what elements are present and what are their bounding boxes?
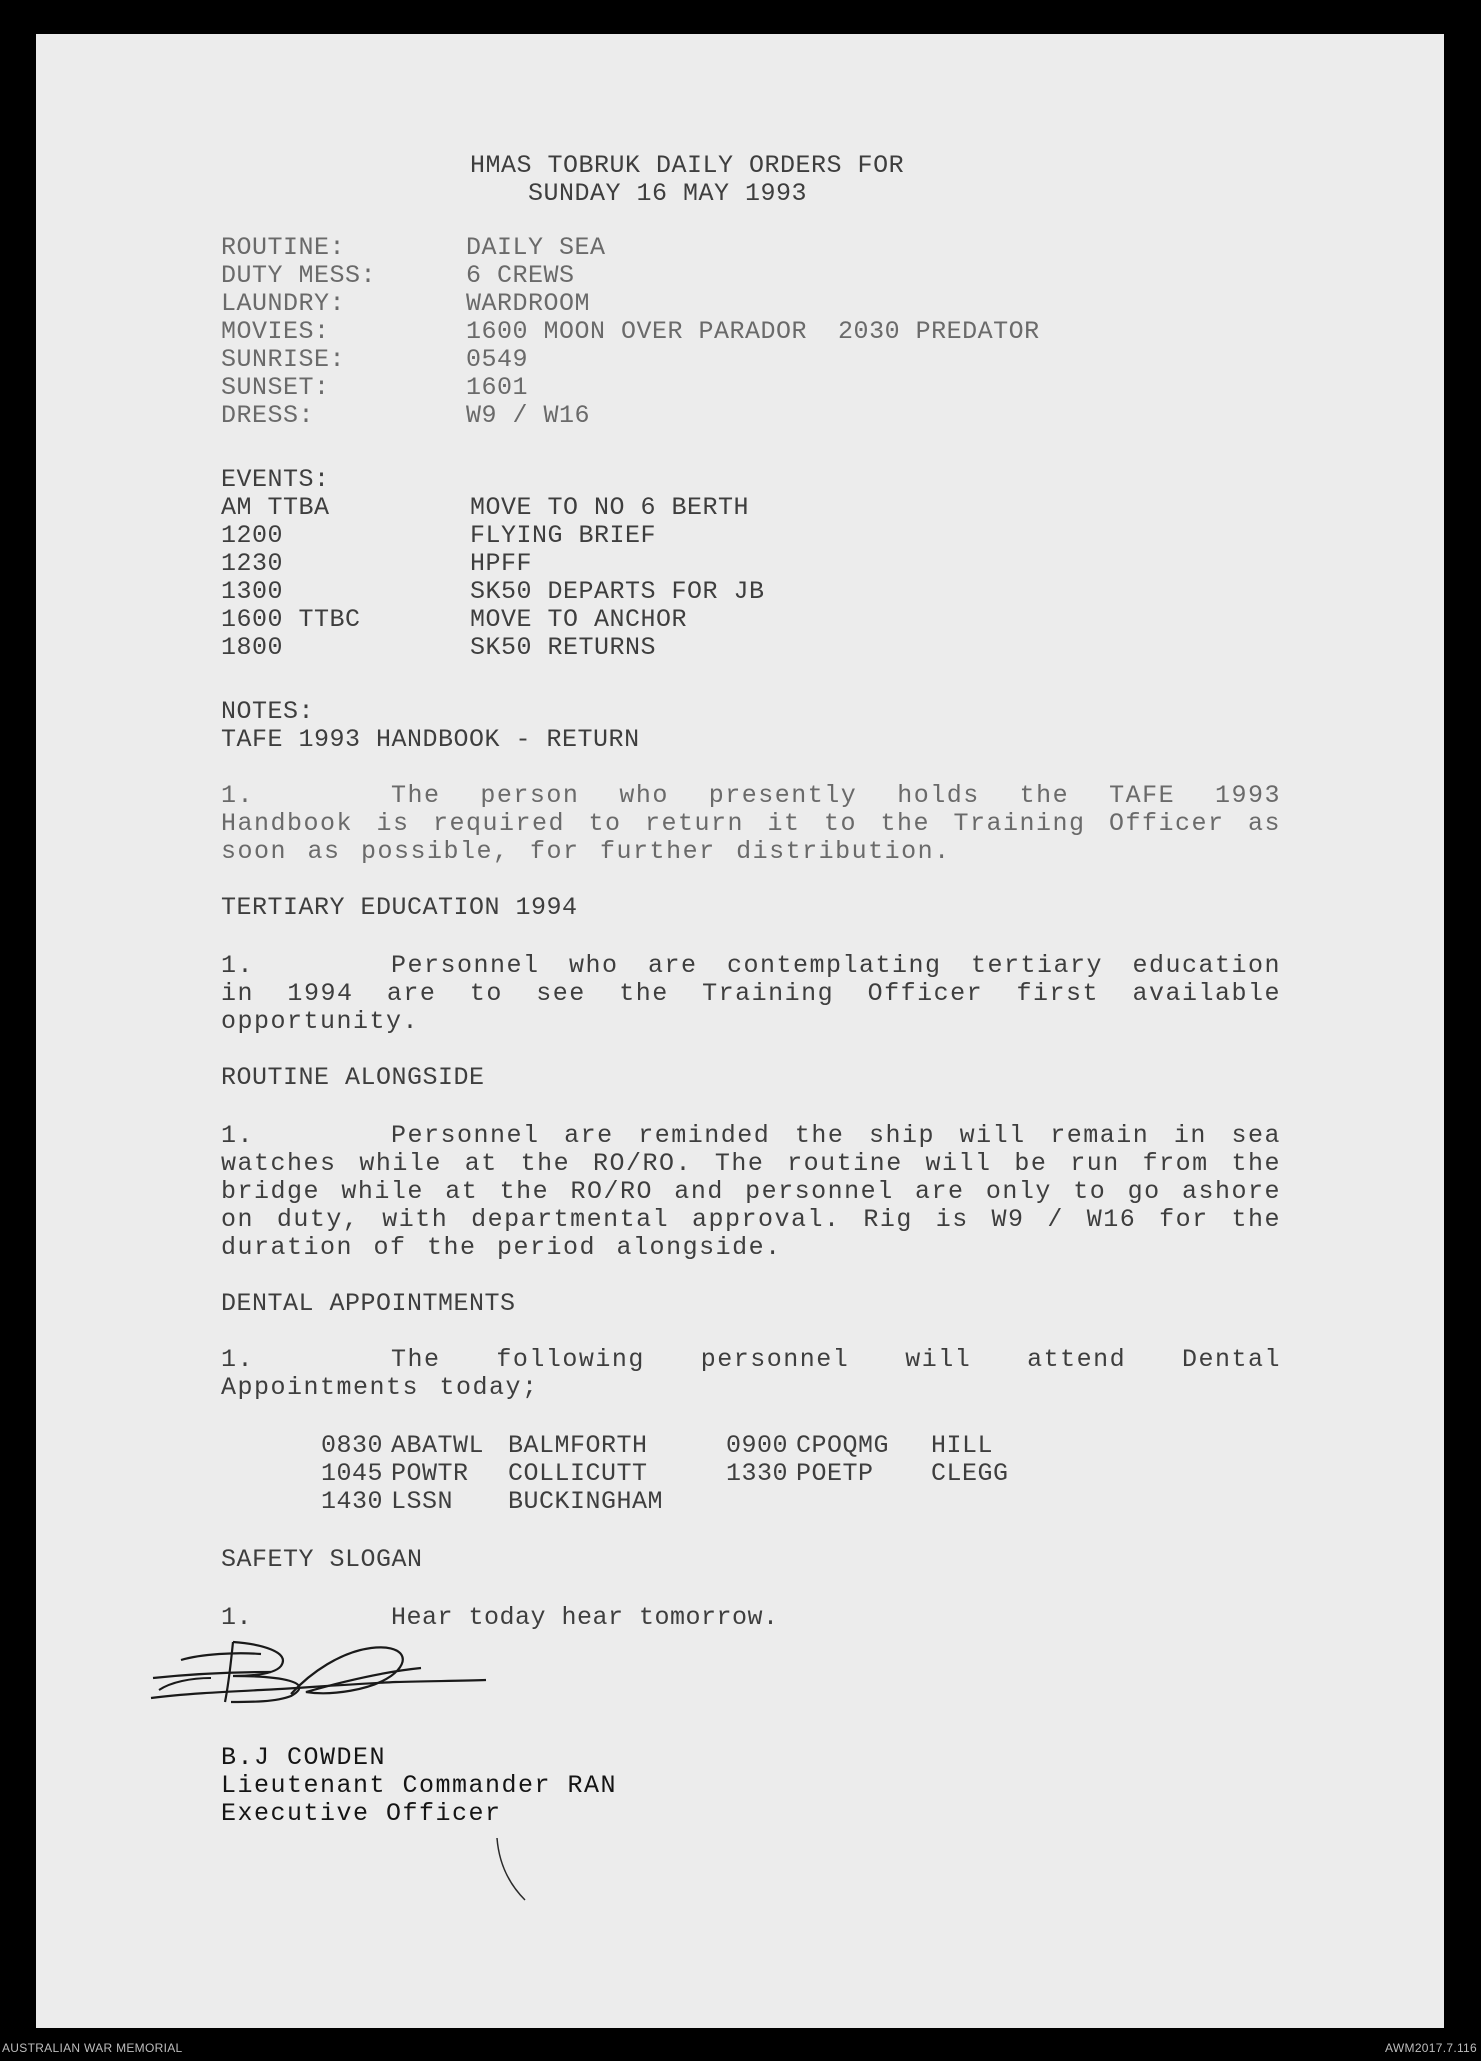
paragraph-text: The person who presently holds the TAFE 1993 Handbook is required to return it to the Training Officer as soon as possible, for further distribution.	[221, 781, 1281, 866]
signatory-rank: Lieutenant Commander RAN	[221, 1771, 618, 1800]
routine-value: DAILY SEA	[466, 233, 606, 262]
appointment-rank: POWTR	[391, 1459, 469, 1488]
appointment-time: 0830	[321, 1431, 384, 1460]
dental-heading: DENTAL APPOINTMENTS	[221, 1289, 516, 1318]
event-time: 1800	[221, 633, 284, 662]
signature-stroke	[181, 1653, 261, 1660]
appointment-name: COLLICUTT	[508, 1459, 648, 1488]
safety-heading: SAFETY SLOGAN	[221, 1545, 423, 1574]
tafe-paragraph	[221, 782, 1281, 866]
handwritten-signature	[141, 1632, 501, 1722]
appointment-rank: ABATWL	[391, 1431, 485, 1460]
signatory-role: Executive Officer	[221, 1799, 502, 1828]
appointment-rank: POETP	[796, 1459, 874, 1488]
signatory-name: B.J COWDEN	[221, 1743, 387, 1772]
appointment-time: 1045	[321, 1459, 384, 1488]
dental-paragraph	[221, 1346, 1281, 1402]
event-time: 1600 TTBC	[221, 605, 361, 634]
appointment-time: 1330	[726, 1459, 789, 1488]
paragraph-text: The following personnel will attend Dental Appointments today;	[221, 1345, 1281, 1402]
sunrise-label: SUNRISE:	[221, 345, 346, 374]
laundry-label: LAUNDRY:	[221, 289, 346, 318]
event-time: 1300	[221, 577, 284, 606]
routine-alongside-heading: ROUTINE ALONGSIDE	[221, 1063, 485, 1092]
event-time: AM TTBA	[221, 493, 330, 522]
paragraph-number: 1.	[221, 781, 255, 810]
duty-mess-label: DUTY MESS:	[221, 261, 377, 290]
appointment-time: 1430	[321, 1487, 384, 1516]
appointment-rank: LSSN	[391, 1487, 454, 1516]
dress-value: W9 / W16	[466, 401, 591, 430]
movies-value: 1600 MOON OVER PARADOR 2030 PREDATOR	[466, 317, 1040, 346]
dress-label: DRESS:	[221, 401, 315, 430]
laundry-value: WARDROOM	[466, 289, 591, 318]
event-description: HPFF	[470, 549, 533, 578]
notes-heading: NOTES:	[221, 697, 315, 726]
paragraph-number: 1.	[221, 1345, 255, 1374]
movies-label: MOVIES:	[221, 317, 330, 346]
pen-mark	[491, 1834, 531, 1904]
appointment-name: CLEGG	[931, 1459, 1009, 1488]
footer-institution: AUSTRALIAN WAR MEMORIAL	[2, 2041, 183, 2055]
tertiary-paragraph	[221, 952, 1281, 1036]
event-description: MOVE TO NO 6 BERTH	[470, 493, 750, 522]
appointment-time: 0900	[726, 1431, 789, 1460]
appointment-name: BUCKINGHAM	[508, 1487, 664, 1516]
appointment-rank: CPOQMG	[796, 1431, 890, 1460]
safety-text: Hear today hear tomorrow.	[391, 1603, 779, 1632]
duty-mess-value: 6 CREWS	[466, 261, 575, 290]
paragraph-text: Personnel who are contemplating tertiary education in 1994 are to see the Training Officer first available opportunity.	[221, 951, 1281, 1036]
paragraph-number: 1.	[221, 1121, 255, 1150]
event-time: 1230	[221, 549, 284, 578]
event-description: FLYING BRIEF	[470, 521, 657, 550]
routine-label: ROUTINE:	[221, 233, 346, 262]
tafe-heading: TAFE 1993 HANDBOOK - RETURN	[221, 725, 640, 754]
safety-number: 1.	[221, 1603, 253, 1632]
event-description: SK50 DEPARTS FOR JB	[470, 577, 765, 606]
document-page	[36, 34, 1444, 2028]
sunset-label: SUNSET:	[221, 373, 330, 402]
event-time: 1200	[221, 521, 284, 550]
paragraph-text: Personnel are reminded the ship will remain in sea watches while at the RO/RO. The routine will be run from the bridge while at the RO/RO and personnel are only to go ashore on duty, with departmental approval. Rig is W9 / W16 for the duration of the period alongside.	[221, 1121, 1281, 1262]
document-title-line-2: SUNDAY 16 MAY 1993	[528, 179, 808, 208]
footer-accession-number: AWM2017.7.116	[1385, 2041, 1477, 2055]
signature-stroke	[159, 1678, 211, 1690]
document-title-line-1: HMAS TOBRUK DAILY ORDERS FOR	[470, 151, 905, 180]
tertiary-heading: TERTIARY EDUCATION 1994	[221, 893, 578, 922]
appointment-name: HILL	[931, 1431, 994, 1460]
sunrise-value: 0549	[466, 345, 529, 374]
event-description: SK50 RETURNS	[470, 633, 657, 662]
routine-alongside-paragraph	[221, 1122, 1281, 1262]
sunset-value: 1601	[466, 373, 529, 402]
event-description: MOVE TO ANCHOR	[470, 605, 688, 634]
events-heading: EVENTS:	[221, 465, 330, 494]
appointment-name: BALMFORTH	[508, 1431, 648, 1460]
paragraph-number: 1.	[221, 951, 255, 980]
